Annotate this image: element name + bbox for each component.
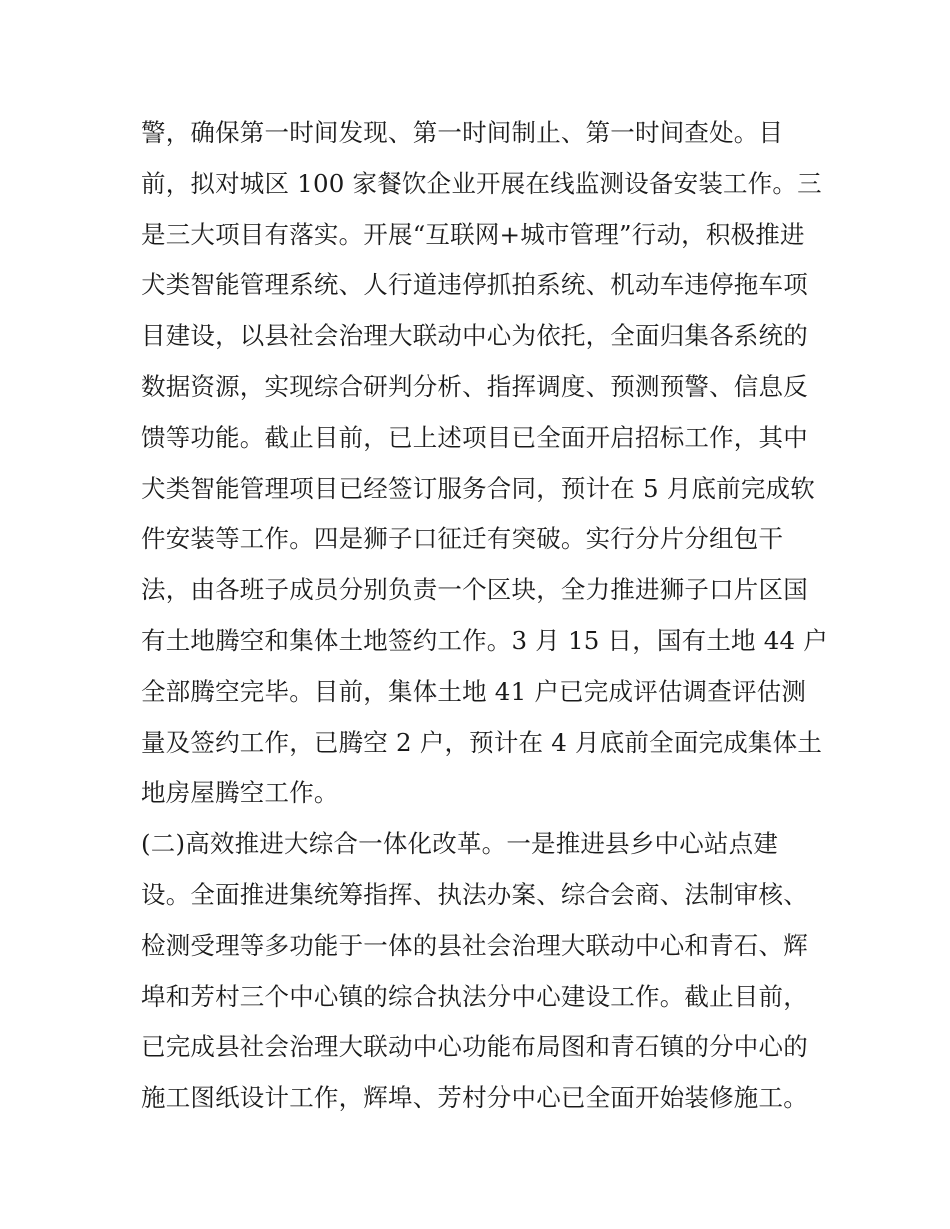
text-line: 全部腾空完毕。目前，集体土地 41 户已完成评估调查评估测 (141, 676, 807, 706)
section-heading-line: (二)高效推进大综合一体化改革。一是推进县乡中心站点建 (141, 829, 779, 859)
text-line: 是三大项目有落实。开展“互联网+城市管理”行动，积极推进 (141, 219, 805, 249)
text-line: 目建设，以县社会治理大联动中心为依托，全面归集各系统的 (141, 321, 808, 351)
text-line: 有土地腾空和集体土地签约工作。3 月 15 日，国有土地 44 户 (141, 625, 828, 655)
text-line: 法，由各班子成员分别负责一个区块，全力推进狮子口片区国 (141, 575, 808, 605)
text-line: 前，拟对城区 100 家餐饮企业开展在线监测设备安装工作。三 (141, 168, 822, 198)
text-line: 已完成县社会治理大联动中心功能布局图和青石镇的分中心的 (141, 1032, 808, 1062)
text-line: 地房屋腾空工作。 (141, 778, 339, 808)
text-line: 施工图纸设计工作，辉埠、芳村分中心已全面开始装修施工。 (141, 1083, 808, 1113)
text-line: 警，确保第一时间发现、第一时间制止、第一时间查处。目 (141, 118, 784, 147)
text-line: 件安装等工作。四是狮子口征迁有突破。实行分片分组包干 (141, 524, 784, 554)
text-line: 犬类智能管理系统、人行道违停抓拍系统、机动车违停拖车项 (141, 270, 808, 300)
text-line: 数据资源，实现综合研判分析、指挥调度、预测预警、信息反 (141, 371, 808, 401)
text-line: 馈等功能。截止目前，已上述项目已全面开启招标工作，其中 (141, 422, 808, 452)
text-line: 检测受理等多功能于一体的县社会治理大联动中心和青石、辉 (141, 930, 808, 960)
text-line: 设。全面推进集统筹指挥、执法办案、综合会商、法制审核、 (141, 879, 808, 909)
text-line: 量及签约工作，已腾空 2 户，预计在 4 月底前全面完成集体土 (141, 727, 823, 757)
text-line: 犬类智能管理项目已经签订服务合同，预计在 5 月底前完成软 (141, 473, 815, 503)
text-line: 埠和芳村三个中心镇的综合执法分中心建设工作。截止目前， (141, 981, 808, 1011)
document-body (141, 108, 831, 1124)
